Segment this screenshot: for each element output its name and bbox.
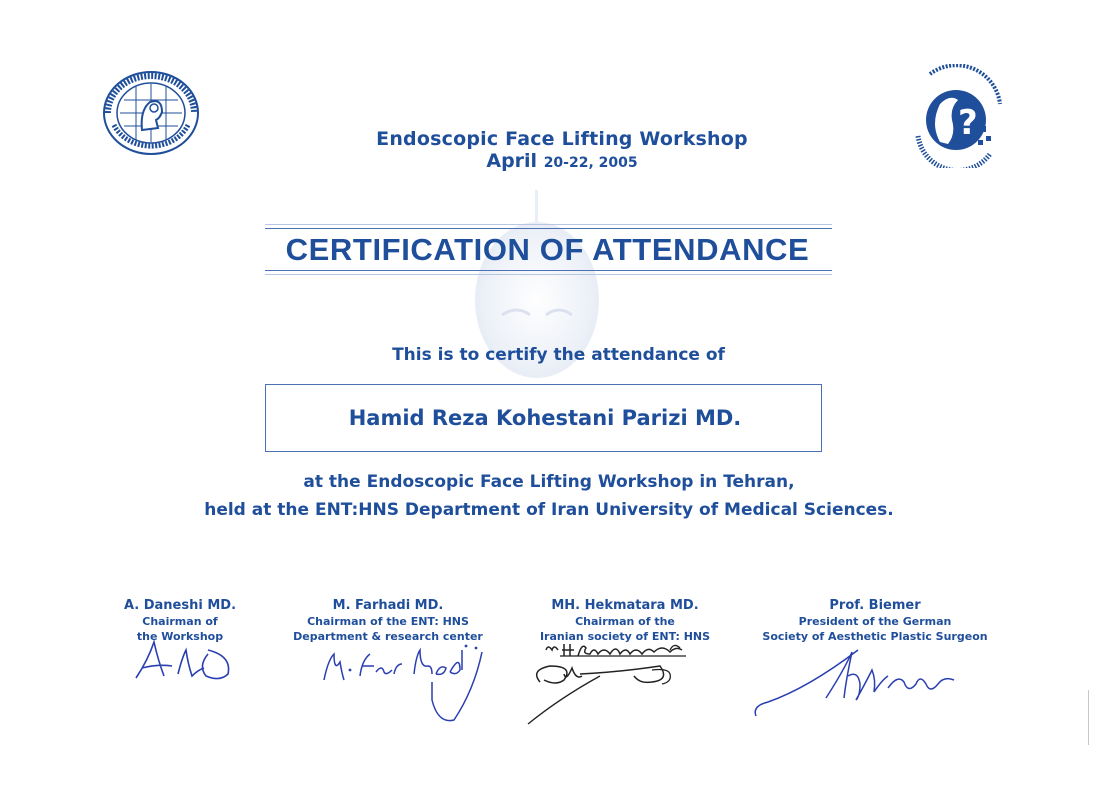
workshop-location-line: at the Endoscopic Face Lifting Workshop in Tehran, xyxy=(303,472,795,492)
signatory-role-line-2: the Workshop xyxy=(136,630,224,643)
signatory-role-line-1: Chairman of the xyxy=(575,615,675,628)
workshop-title: Endoscopic Face Lifting Workshop xyxy=(376,128,748,150)
signatory-name: M. Farhadi MD. xyxy=(332,598,444,613)
svg-text:?: ? xyxy=(958,103,978,143)
biemer-signature-image xyxy=(748,640,968,720)
signatory-role-line-1: President of the German xyxy=(798,615,952,628)
attendee-name: Hamid Reza Kohestani Parizi MD. xyxy=(348,406,742,430)
certificate-title: CERTIFICATION OF ATTENDANCE xyxy=(285,232,810,267)
certify-statement: This is to certify the attendance of xyxy=(392,345,725,365)
signatory-biemer xyxy=(750,597,1000,644)
signatory-name: Prof. Biemer xyxy=(829,598,921,613)
signatory-name: MH. Hekmatara MD. xyxy=(551,598,699,613)
signatory-role-line-2: Society of Aesthetic Plastic Surgeon xyxy=(762,630,988,643)
signatory-role-line-2: Department & research center xyxy=(293,630,483,643)
signatory-farhadi xyxy=(278,597,498,644)
hekmatara-signature-image xyxy=(520,640,700,730)
date-month: April xyxy=(486,150,538,172)
signatory-role-line-1: Chairman of xyxy=(142,615,218,628)
daneshi-signature-image xyxy=(128,630,238,690)
signatory-role-line-2: Iranian society of ENT: HNS xyxy=(539,630,711,643)
signatory-name: A. Daneshi MD. xyxy=(123,598,237,613)
signatory-hekmatara xyxy=(510,597,740,644)
department-line: held at the ENT:HNS Department of Iran University of Medical Sciences. xyxy=(204,500,894,520)
farhadi-signature-image xyxy=(310,640,500,730)
title-rule-bottom xyxy=(265,270,832,271)
signatory-role-line-1: Chairman of the ENT: HNS xyxy=(307,615,469,628)
page-edge-mark xyxy=(1088,690,1089,745)
title-rule-top xyxy=(265,224,832,225)
title-rule-top-dark xyxy=(265,228,832,229)
workshop-date xyxy=(0,150,1107,172)
date-days: 20-22, 2005 xyxy=(543,155,638,171)
title-rule-bottom-light xyxy=(265,274,832,275)
